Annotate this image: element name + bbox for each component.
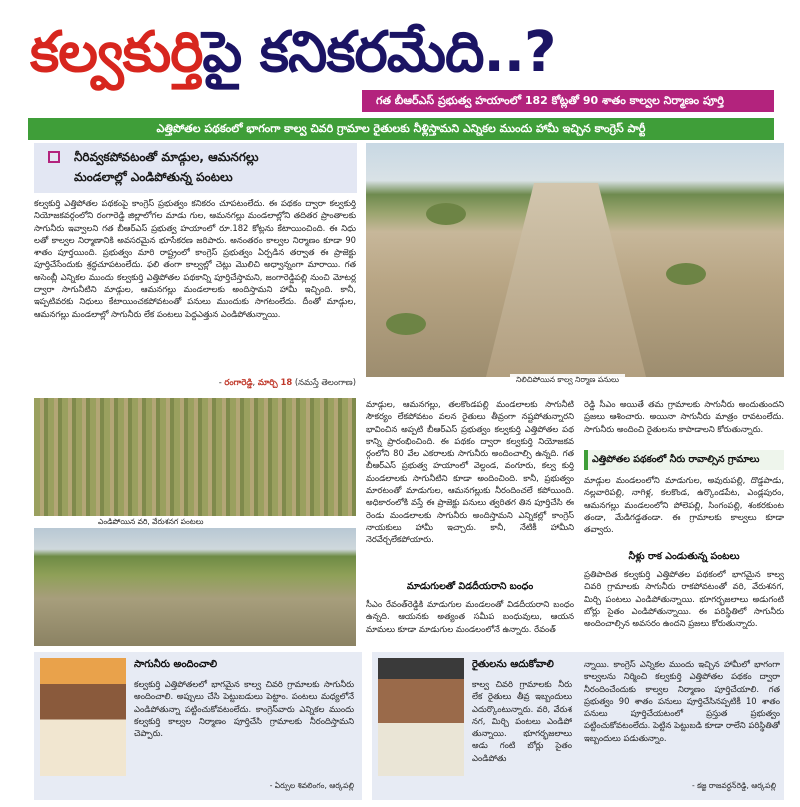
article-bond: సీఎం రేవంత్‌రెడ్డికి మాడుగుల మండలంతో విడదీయరాని బంధం ఉన్నది. ఆయనకు అత్యంత సమీప బంధువులు, ఆయన మామలు కూడా మాడుగుల మండలంలోనే ఉన్నారు. రేవంత్ <box>366 599 574 634</box>
quote-title: రైతులను ఆదుకోవాలి <box>472 659 554 670</box>
dateline: - రంగారెడ్డి, మార్చి 18 (నమస్తే తెలంగాణ) <box>218 377 356 387</box>
dateline-author: రంగారెడ్డి <box>224 377 253 387</box>
article-villages: మాడ్గుల మండలంలోని మాడుగుల, అవురుపల్లి, దొడ్డపాడు, నల్లవారిపల్లి, నాగిళ్ల, కలకొండ, ఉర్కొండపేట, ఎండ్లపురం, ఆమనగల్లు మండలంలోని పోలెపల్లి, సింగంపల్లి, శంకరకుంట తండా, మేడిగడ్డతండా. ఈ గ్రామాలకు కాల్వలు కూడా తవ్వారు. <box>584 475 784 535</box>
bush <box>386 313 426 335</box>
subtitle-line1: నీరివ్వకపోవటంతో మాడ్గుల, ఆమనగల్లు <box>74 150 259 164</box>
article-body: మాడ్గుల, ఆమనగల్లు, తలకొండపల్లి మండలాలకు సాగునీటి సౌకర్యం లేకపోవటం వలన రైతులు తీవ్రంగా నష్టపోతున్నారని భావించిన అప్పటి బీఆర్‌ఎస్ ప్రభుత్వం కల్వకుర్తి ఎత్తిపోతల పథ కాన్ని ప్రారంభించింది. ఈ పథకం ద్వారా కల్వకుర్తి నియోజకవ ర్గంలోని 80 వేల ఎకరాలకు సాగునీరు అందించాల్సి ఉన్నది. గత బీఆర్‌ఎస్ ప్రభుత్వ హయాంలో వెల్దండ, వంగూరు, కల్వ కుర్తి మండలాలకు సాగునీటిని కూడా అందించింది. కానీ, ప్రభుత్వం మారటంతో మాడుగుల, ఆమనగల్లుకు నీరందించలే కపోయింది. అధికారంలోకి వస్తే ఈ ప్రాజెక్టు పనులు త్వరితగ తిన పూర్తిచేసి ఈ రెండు మండలాలకు సాగునీరు అందిస్తామని ఎన్నికల్లో కాంగ్రెస్ నాయకులు హామీ ఇచ్చారు. కానీ, నేటికీ హామీని నెరవేర్చలేకపోయారు. <box>366 399 574 545</box>
subhead-bar: గత బీఆర్‌ఎస్ ప్రభుత్వ హయాంలో 182 కోట్లతో 90 శాతం కాల్వల నిర్మాణం పూర్తి <box>362 90 774 112</box>
quote-title: సాగునీరు అందించాలి <box>134 659 218 670</box>
bush <box>426 203 466 225</box>
bush <box>666 263 706 285</box>
headline <box>30 14 780 92</box>
section-heading-bond: మాడుగులతో విడదీయరాని బంధం <box>406 581 534 592</box>
subtitle-line2: మండలాల్లో ఎండిపోతున్న పంటలు <box>74 170 233 184</box>
canal-photo <box>366 143 784 377</box>
quote-text: కల్వకుర్తి ఎత్తిపోతలలో భాగమైన కాల్వ చివరి గ్రామాలకు సాగునీరు అందించాలి. అప్పులు చేసి పెట్టుబడులు పెట్టాం. పంటలు మధ్యలోనే ఎండిపోతున్నా పట్టించుకోవటంలేదు. కాంగ్రెస్‌వారు ఎన్నికల ముందు కల్వకుర్తి కాల్వల నిర్మాణం పూర్తిచేసి గ్రామాలకు నీరందిస్తామని చెప్పారు. <box>134 679 354 739</box>
field-photo <box>34 528 356 646</box>
article-intro: కల్వకుర్తి ఎత్తిపోతల పథకంపై కాంగ్రెస్ ప్రభుత్వం కనికరం చూపటంలేదు. ఈ పథకం ద్వారా కల్వకుర్తి నియోజకవర్గంలోని రంగారెడ్డి జిల్లాలోగల మాడు గుల, ఆమనగల్లు మండలాల్లోని తదితర ప్రాంతాలకు సాగునీరు ఇవ్వాలని గత బీఆర్‌ఎస్ ప్రభుత్వ హయాంలో రూ.182 కోట్లను కేటాయించింది. ఈ నిధు లతో కాల్వల నిర్మాణానికి అవసరమైన భూసేకరణ జరిపారు. అనంతరం కాల్వల నిర్మాణం కూడా 90 శాతం పూర్తయింది. ప్రభుత్వం మారి రాష్ట్రంలో కాంగ్రెస్ ప్రభుత్వం ఏర్పడిన తర్వాత ఈ ప్రాజెక్టు పూర్తిచేసేందుకు శ్రద్ధచూపటంలేదు. ఫలి తంగా కాల్వల్లో చెట్లు మొలిచి అధ్వాన్నంగా మారాయి. గత అసెంబ్లీ ఎన్నికల ముందు కల్వకుర్తి ఎత్తిపోతల పథకాన్ని పూర్తిచేస్తామని, జంగారెడ్డిపల్లి నుంచి మోటర్ల ద్వారా సాగునీటిని మాడ్గుల, ఆమనగల్లు మండలాలకు అందిస్తామని హామీ ఇచ్చింది. కానీ, ఇప్పటివరకు నిధులు కేటాయించకపోవటంతో పనులు ముందుకు సాగటంలేదు. దీంతో మాడ్గుల, ఆమనగల్లు మండలాల్లో సాగునీరు లేక పంటలు పెద్దఎత్తున ఎండిపోతున్నాయి. <box>34 198 356 319</box>
square-bullet-icon <box>48 151 60 163</box>
avatar <box>40 658 126 776</box>
quote-author: - ఏర్పుల శివలింగం, ఆర్కపల్లి <box>269 781 354 790</box>
article-continued: రెడ్డి సీఎం అయితే తమ గ్రామాలకు సాగునీరు అందుతుందని ప్రజలు ఆశించారు. అయినా సాగునీరు మాత్రం రావటంలేదు. సాగునీరు అందించి రైతులను కాపాడాలని కోరుతున్నారు. <box>584 399 784 434</box>
article-crops: ప్రతిపాదిత కల్వకుర్తి ఎత్తిపోతల పథకంలో భాగమైన కాల్వ చివరి గ్రామాలకు సాగునీరు రాకపోవటంతో వరి, వేరుశనగ, మిర్చి పంటలు ఎండిపోతున్నాయి. భూగర్భజలాలు అడుగంటి బోర్లు సైతం ఎండిపోతున్నాయి. ఈ పరిస్థితిలో సాగునీరు అందించాల్సిన అవసరం ఉందని ప్రజలు కోరుతున్నారు. <box>584 569 784 629</box>
farmer-quote-1 <box>34 652 362 800</box>
avatar <box>378 658 464 776</box>
dry-crop-photo-caption: ఎండిపోయిన వరి, వేరుశనగ పంటలు <box>92 516 210 529</box>
canal-cut <box>486 183 646 377</box>
quote-text-continued: న్నాయి. కాంగ్రెస్ ఎన్నికల ముందు ఇచ్చిన హామీలో భాగంగా కాల్వలను నిర్మించి కల్వకుర్తి ఎత్తిపోతల పథకం ద్వారా నీరందించేందుకు కాల్వల నిర్మాణం పూర్తిచేయాలి. గత ప్రభుత్వం 90 శాతం పనులు పూర్తిచేసినప్పటికీ 10 శాతం పనులు పూర్తిచేయటంలో ప్రస్తుత ప్రభుత్వం పట్టించుకోవటంలేదు. పెట్టిన పెట్టుబడి కూడా రాలేని పరిస్థితితో ఇబ్బందులు పడుతున్నాం. <box>584 659 780 743</box>
quote-text: కాల్వ చివరి గ్రామాలకు నీరు లేక రైతులు తీవ్ర ఇబ్బందులు ఎదుర్కొంటున్నారు. వరి, వేరుశ నగ, మిర్చి పంటలు ఎండిపో తున్నాయి. భూగర్భజలాలు అడు గంటి బోర్లు సైతం ఎండిపోతు <box>472 679 572 763</box>
section-heading-villages: ఎత్తిపోతల పథకంలో నీరు రావాల్సిన గ్రామాలు <box>584 450 784 470</box>
section-heading-crops: నీళ్లు రాక ఎండుతున్న పంటలు <box>628 551 740 562</box>
dateline-date: మార్చి 18 <box>257 377 293 387</box>
quote-author: - కజ్జ రాజవర్ధన్‌రెడ్డి, ఆర్కపల్లి <box>692 781 776 790</box>
kicker-bar: ఎత్తిపోతల పథకంలో భాగంగా కాల్వ చివరి గ్రామాల రైతులకు నీళ్లిస్తామని ఎన్నికల ముందు హామీ ఇచ్చిన కాంగ్రెస్ పార్టీ <box>28 118 774 140</box>
headline-part2: పై కనికరమేది..? <box>202 20 556 85</box>
subtitle-box <box>34 143 357 193</box>
farmer-quote-2 <box>372 652 784 800</box>
headline-part1: కల్వకుర్తి <box>30 20 203 85</box>
dateline-source: (నమస్తే తెలంగాణ) <box>294 377 356 387</box>
canal-photo-caption: నిలిచిపోయిన కాల్వ నిర్మాణ పనులు <box>510 374 625 387</box>
dry-crop-photo <box>34 398 356 516</box>
